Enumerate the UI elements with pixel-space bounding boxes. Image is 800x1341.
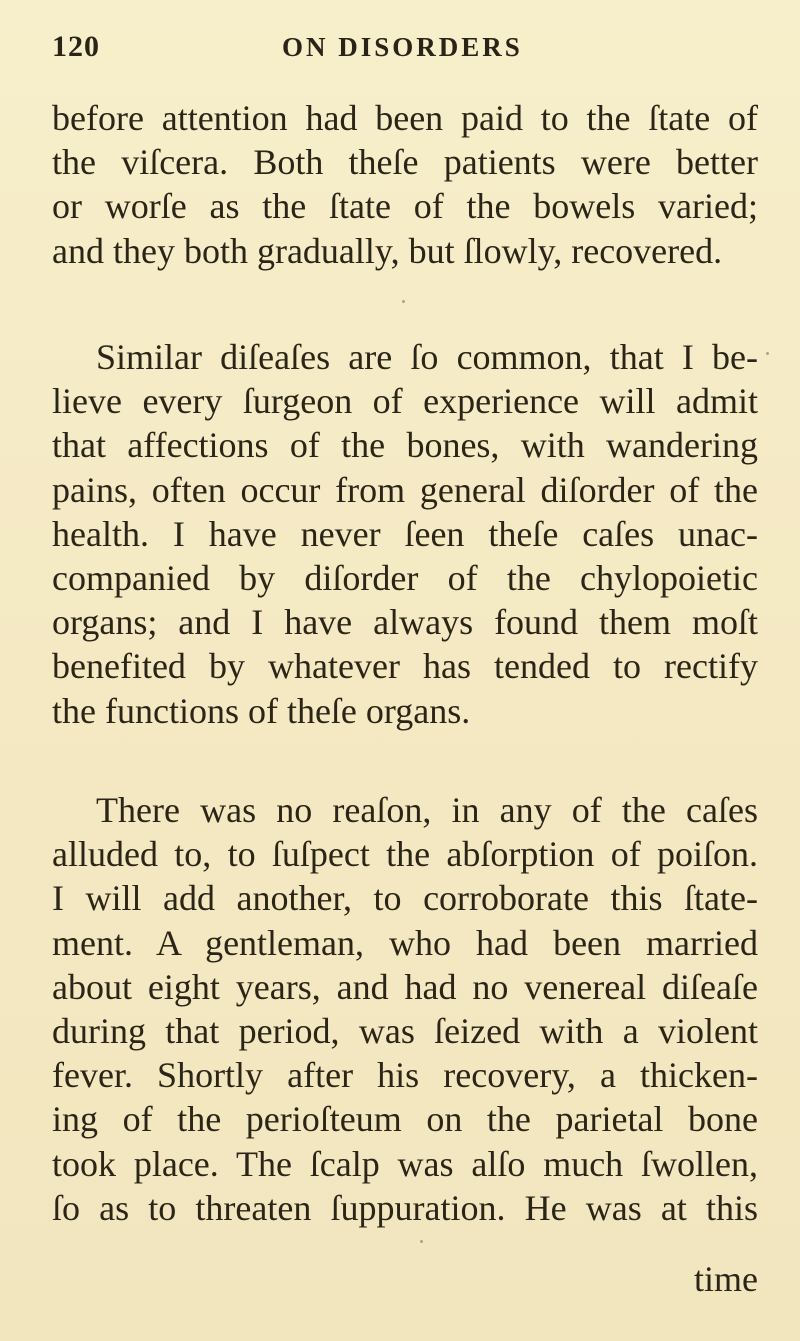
text-line: and they both gradually, but ſlowly, recovered.: [52, 230, 723, 271]
text-line: benefited by whatever has tended to rectify: [52, 646, 758, 687]
text-line: pains, often occur from general diſorder of the: [52, 469, 758, 510]
text-line: organs; and I have always found them moſt: [52, 602, 758, 643]
text-line: companied by diſorder of the chylopoietic: [52, 558, 758, 599]
paragraph-1: [52, 96, 758, 273]
text-line: lieve every ſurgeon of experience will admit: [52, 381, 758, 422]
text-line: before attention had been paid to the ſtate of: [52, 98, 758, 138]
text-line: that affections of the bones, with wandering: [52, 425, 758, 466]
text-line: ing of the perioſteum on the parietal bone: [52, 1099, 758, 1140]
paper-speck: [402, 300, 405, 303]
text-line: fever. Shortly after his recovery, a thicken-: [52, 1055, 758, 1096]
text-line: I will add another, to corroborate this ſtate-: [52, 878, 758, 919]
paragraph-3: [52, 788, 758, 1230]
text-line: took place. The ſcalp was alſo much ſwollen,: [52, 1143, 758, 1184]
paper-speck: [766, 352, 769, 355]
paper-speck: [420, 1240, 423, 1243]
text-line: health. I have never ſeen theſe caſes unac-: [52, 513, 758, 554]
text-line: about eight years, and had no venereal diſeaſe: [52, 966, 758, 1007]
text-line: during that period, was ſeized with a violent: [52, 1011, 758, 1052]
text-line: There was no reaſon, in any of the caſes: [96, 790, 758, 830]
page-header: [0, 30, 800, 70]
text-line: ment. A gentleman, who had been married: [52, 922, 758, 963]
catchword: time: [694, 1259, 758, 1299]
text-line: or worſe as the ſtate of the bowels varied;: [52, 186, 758, 227]
running-head: ON DISORDERS: [282, 32, 523, 62]
text-line: the viſcera. Both theſe patients were better: [52, 142, 758, 183]
text-line: the functions of theſe organs.: [52, 690, 471, 731]
page-number: 120: [52, 30, 100, 63]
text-line: Similar diſeaſes are ſo common, that I be-: [96, 337, 758, 377]
paragraph-2: [52, 335, 758, 733]
text-line: ſo as to threaten ſuppuration. He was at this: [52, 1187, 758, 1228]
text-line: alluded to, to ſuſpect the abſorption of poiſon.: [52, 834, 758, 875]
